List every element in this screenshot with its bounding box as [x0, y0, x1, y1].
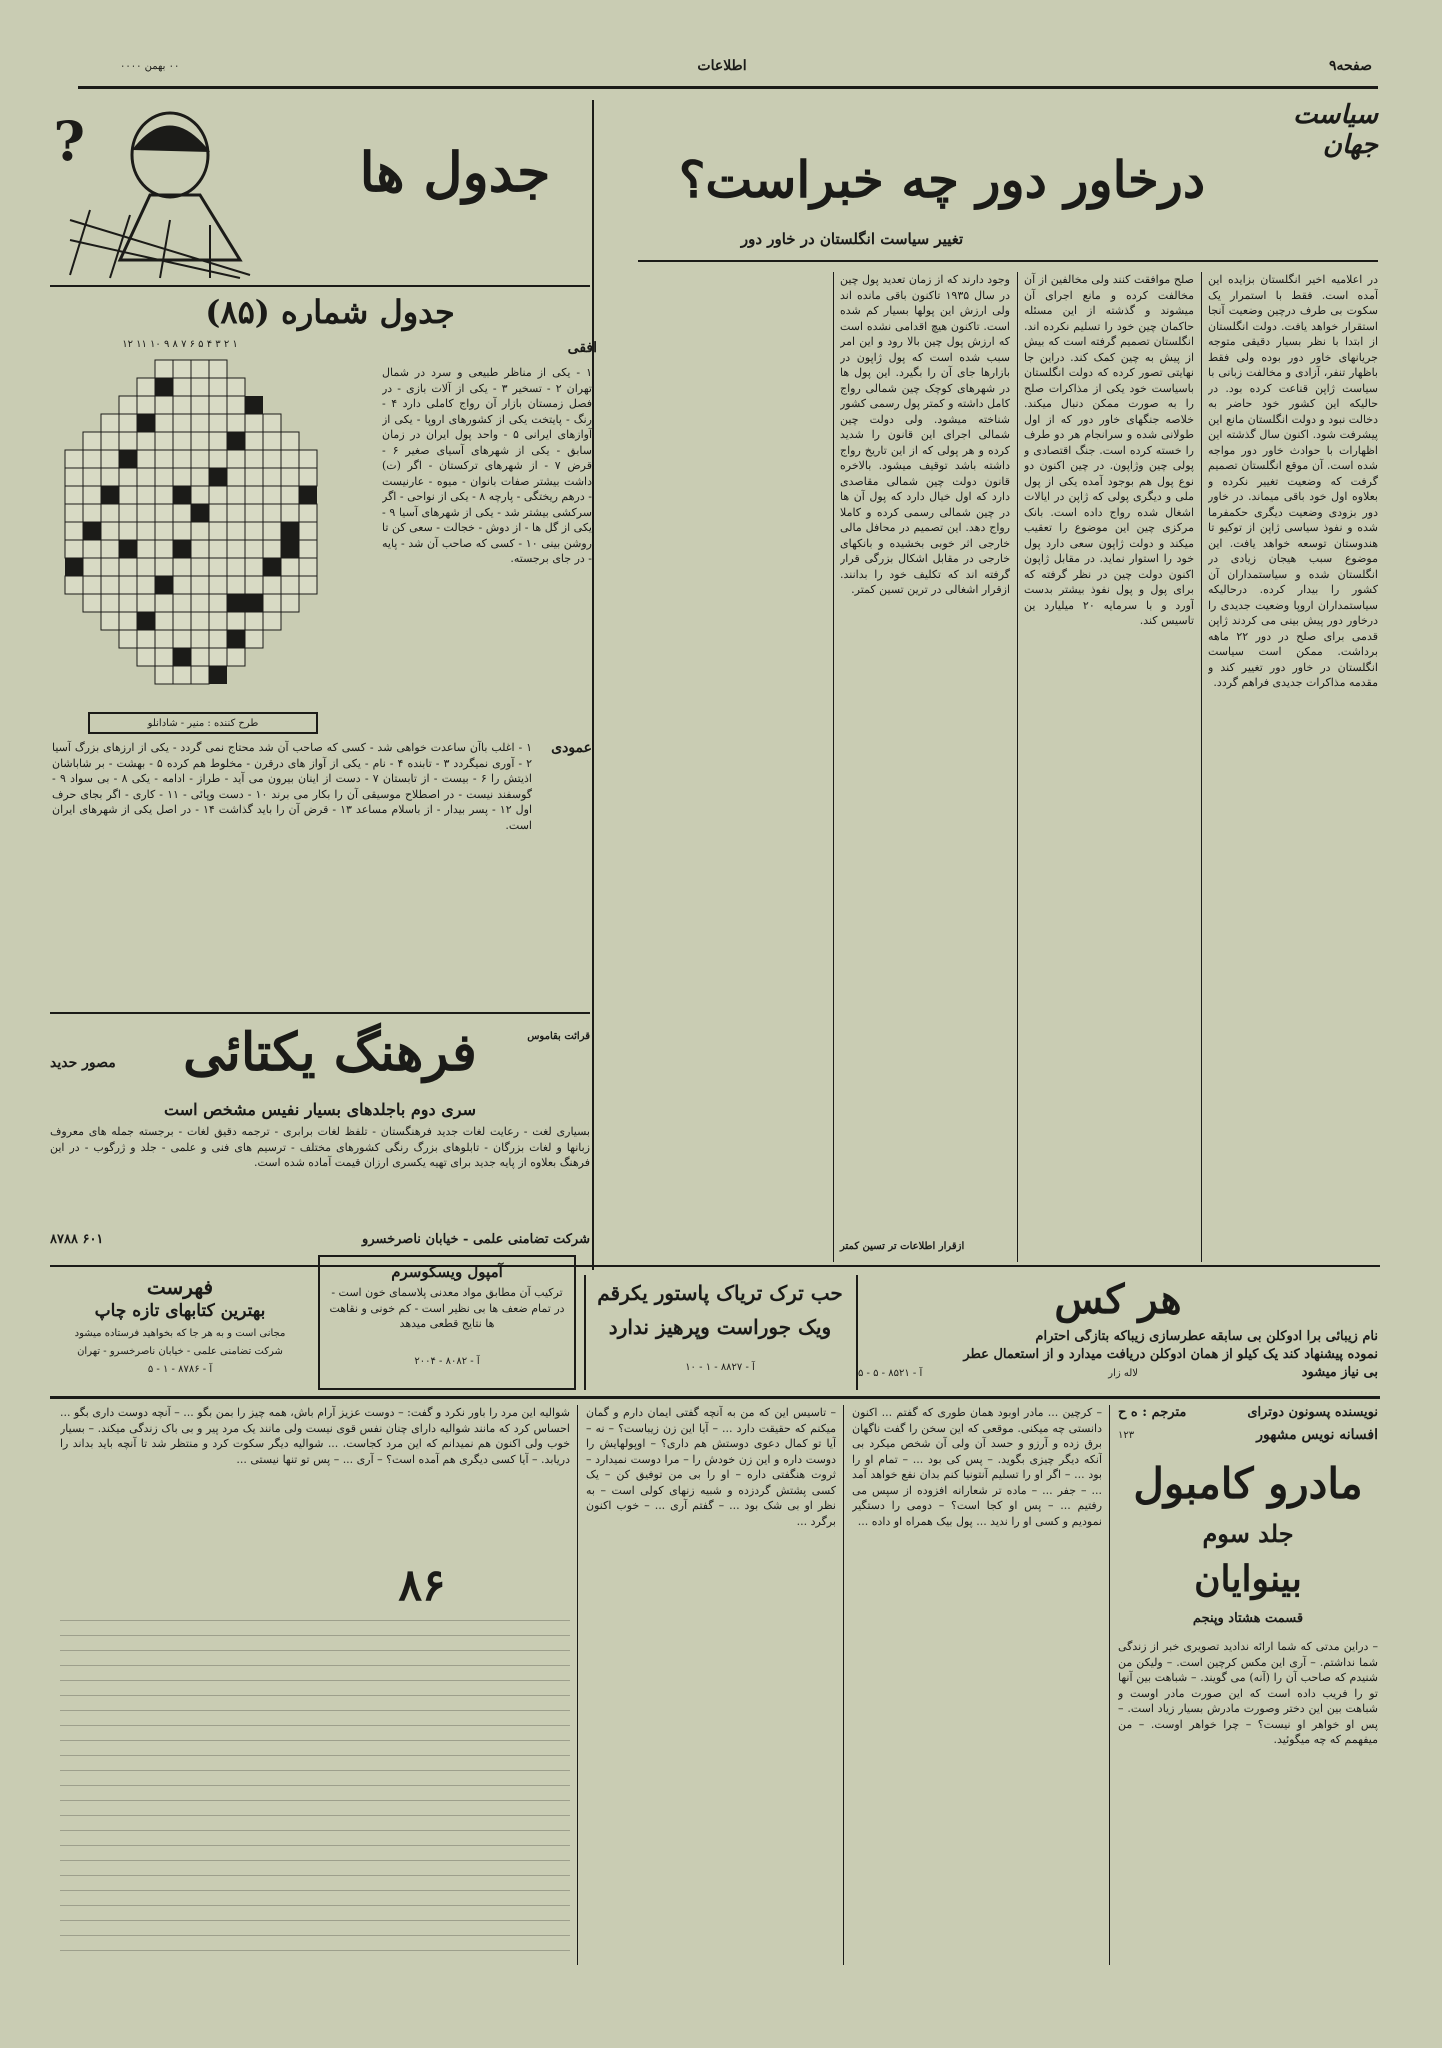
crossword-cell[interactable] — [263, 504, 281, 522]
crossword-rule — [50, 285, 590, 287]
serial-part: قسمت هشتاد وپنجم — [1192, 1611, 1304, 1626]
crossword-cell[interactable] — [101, 468, 119, 486]
crossword-cell[interactable] — [137, 576, 155, 594]
serial-column-4-top — [60, 1405, 570, 1555]
crossword-cell[interactable] — [191, 666, 209, 684]
crossword-cell[interactable] — [191, 396, 209, 414]
crossword-cell[interactable] — [227, 414, 245, 432]
serial-volume: جلد سوم — [1202, 1519, 1294, 1548]
pasteur-line2: ویک جوراست وپرهیز ندارد — [608, 1315, 832, 1339]
crossword-cell[interactable] — [281, 486, 299, 504]
serial-number: ۱۲۳ — [1118, 1430, 1135, 1441]
farhang-publisher: شرکت تضامنی علمی - خیابان ناصرخسرو — [362, 1232, 590, 1247]
crossword-cell[interactable] — [191, 648, 209, 666]
crossword-cell[interactable] — [299, 450, 317, 468]
crossword-cell[interactable] — [155, 468, 173, 486]
crossword-cell[interactable] — [119, 558, 137, 576]
crossword-cell[interactable] — [173, 630, 191, 648]
pasteur-code: آ - ۸۸۲۷ - ۱ - ۱۰ — [685, 1362, 755, 1373]
crossword-cell[interactable] — [191, 414, 209, 432]
crossword-block — [137, 612, 155, 630]
crossword-cell[interactable] — [137, 522, 155, 540]
crossword-block — [173, 648, 191, 666]
crossword-cell[interactable] — [281, 504, 299, 522]
serial-series: افسانه نویس مشهور — [1256, 1427, 1378, 1443]
crossword-cell[interactable] — [137, 504, 155, 522]
crossword-cell[interactable] — [245, 630, 263, 648]
crossword-cell[interactable] — [191, 612, 209, 630]
crossword-cell[interactable] — [191, 432, 209, 450]
crossword-number-title: جدول شماره (۸۵) — [205, 293, 455, 331]
crossword-cell[interactable] — [227, 612, 245, 630]
crossword-cell[interactable] — [191, 594, 209, 612]
crossword-cell[interactable] — [155, 594, 173, 612]
crossword-cell[interactable] — [227, 450, 245, 468]
crossword-cell[interactable] — [173, 666, 191, 684]
crossword-block — [83, 522, 101, 540]
crossword-cell[interactable] — [263, 450, 281, 468]
hercules-code: آ - ۸۵۲۱ - ۵ - ۵ — [858, 1368, 923, 1379]
column-divider — [1017, 272, 1018, 1262]
crossword-block — [281, 522, 299, 540]
column-divider — [833, 272, 834, 1262]
crossword-cell[interactable] — [281, 558, 299, 576]
crossword-cell[interactable] — [65, 504, 83, 522]
books-body: مجانی است و به هر جا که بخواهید فرستاده میشود — [74, 1328, 286, 1339]
crossword-cell[interactable] — [137, 594, 155, 612]
crossword-cell[interactable] — [227, 576, 245, 594]
farhang-title: فرهنگ یکتائی — [183, 1022, 477, 1083]
crossword-cell[interactable] — [137, 648, 155, 666]
crossword-cell[interactable] — [173, 360, 191, 378]
crossword-block — [137, 414, 155, 432]
crossword-bottom-rule — [50, 1012, 590, 1014]
farhang-ad[interactable] — [50, 1020, 590, 1260]
column-divider — [1201, 272, 1202, 1262]
serial-title: مادرو کامبول — [1133, 1459, 1363, 1508]
crossword-cell[interactable] — [173, 414, 191, 432]
farhang-phone: ۶۰۱ ۸۷۸۸ — [50, 1232, 104, 1247]
crossword-cell[interactable] — [209, 612, 227, 630]
crossword-cell[interactable] — [119, 522, 137, 540]
crossword-cell[interactable] — [137, 558, 155, 576]
crossword-cell[interactable] — [191, 468, 209, 486]
section-divider — [592, 100, 594, 1270]
crossword-cell[interactable] — [209, 504, 227, 522]
crossword-cell[interactable] — [263, 414, 281, 432]
crossword-block — [65, 558, 83, 576]
ampoule-body: ترکیب آن مطابق مواد معدنی پلاسمای خون است - در تمام ضعف ها بی نظیر است - کم خونی و نقاهت ها نتایج قطعی میدهد — [329, 1286, 565, 1330]
crossword-block — [227, 630, 245, 648]
crossword-cell[interactable] — [119, 432, 137, 450]
crossword-cell[interactable] — [227, 540, 245, 558]
crossword-cell[interactable] — [281, 450, 299, 468]
crossword-cell[interactable] — [137, 468, 155, 486]
crossword-cell[interactable] — [101, 540, 119, 558]
books-ad[interactable] — [50, 1275, 310, 1390]
crossword-cell[interactable] — [173, 594, 191, 612]
crossword-cell[interactable] — [245, 612, 263, 630]
crossword-banner — [50, 100, 590, 280]
crossword-block — [209, 666, 227, 684]
crossword-cell[interactable] — [83, 594, 101, 612]
crossword-cell[interactable] — [299, 468, 317, 486]
books-publisher: شرکت تضامنی علمی - خیابان ناصرخسرو - تهران — [77, 1346, 283, 1357]
crossword-cell[interactable] — [191, 540, 209, 558]
page-number: صفحه۹ — [1328, 58, 1372, 74]
column-divider — [577, 1405, 578, 1965]
crossword-cell[interactable] — [209, 558, 227, 576]
crossword-cell[interactable] — [137, 396, 155, 414]
crossword-cell[interactable] — [65, 468, 83, 486]
crossword-cell[interactable] — [191, 360, 209, 378]
crossword-cell[interactable] — [137, 486, 155, 504]
crossword-cell[interactable] — [263, 432, 281, 450]
ampoule-code: آ - ۸۰۸۲ - ۲۰۰۴ — [414, 1356, 480, 1367]
crossword-cell[interactable] — [173, 612, 191, 630]
crossword-cell[interactable] — [101, 594, 119, 612]
crossword-block — [191, 504, 209, 522]
crossword-cell[interactable] — [83, 486, 101, 504]
down-label: عمودی — [551, 740, 592, 756]
crossword-cell[interactable] — [227, 522, 245, 540]
crossword-cell[interactable] — [137, 432, 155, 450]
crossword-cell[interactable] — [119, 612, 137, 630]
serial-author: نویسنده پسونون دوترای — [1247, 1405, 1378, 1420]
crossword-cell[interactable] — [299, 576, 317, 594]
crossword-cell[interactable] — [119, 468, 137, 486]
crossword-cell[interactable] — [65, 486, 83, 504]
crossword-block — [263, 558, 281, 576]
crossword-cell[interactable] — [227, 396, 245, 414]
crossword-cell[interactable] — [227, 486, 245, 504]
crossword-cell[interactable] — [83, 540, 101, 558]
crossword-cell[interactable] — [209, 378, 227, 396]
crossword-cell[interactable] — [173, 468, 191, 486]
crossword-cell[interactable] — [155, 432, 173, 450]
crossword-designer: طرح کننده : منیر - شادانلو — [88, 712, 318, 734]
ad-divider — [584, 1275, 586, 1390]
politics-byline: ازقرار اطلاعات تر تسین کمتر — [840, 1241, 965, 1252]
ampoule-title: آمپول ویسکوسرم — [391, 1263, 503, 1281]
crossword-cell[interactable] — [263, 576, 281, 594]
pasteur-ad[interactable] — [590, 1275, 850, 1390]
crossword-cell[interactable] — [155, 504, 173, 522]
crossword-cell[interactable] — [191, 486, 209, 504]
politics-column-2: صلح موافقت کنند ولی مخالفین از آن مخالفت کرده و مانع اجرای آن میشوند و گذشته از این مسئله حاکمان چین خود را تسلیم نکرده اند. انگلستان تصمیم گرفته است که بیش از پیش به چین کمک کند. دراین جا نهایتی تصور کرده که دولت انگلستان باسیاست خود یکی از مذاکرات صلح را به صورت ممکن دنبال میکند. خلاصه جنگهای خاور دور که از اول طولانی شده و سرانجام هر دو طرف را خسته کرده است. جنگ اقتصادی و پولی چین وژاپون. در چین اکنون دو نوع پول هم بوجود آمده یکی از پول ملی و دیگری پولی که ژاپن در ایالات اشغال شده رواج داده است. بانک مرکزی چین این موضوع را تعقیب میکند و دولت ژاپون سعی دارد پول خود را استوار نماید. در مقابل ژاپون اکنون دولت چین در نظر گرفته که برای پول و پول نفوذ بیشتر بدست آورد و با سرمایه ۲۰ میلیارد ین تاسیس کند. — [1024, 273, 1194, 627]
crossword-cell[interactable] — [245, 522, 263, 540]
crossword-block — [281, 540, 299, 558]
politics-rule — [638, 260, 1378, 262]
crossword-cell[interactable] — [263, 594, 281, 612]
crossword-cell[interactable] — [83, 468, 101, 486]
politics-subhead: تغییر سیاست انگلستان در خاور دور — [740, 230, 964, 248]
crossword-cell[interactable] — [227, 468, 245, 486]
crossword-cell[interactable] — [173, 432, 191, 450]
crossword-block — [119, 540, 137, 558]
crossword-cell[interactable] — [209, 522, 227, 540]
crossword-cell[interactable] — [155, 396, 173, 414]
crossword-cell[interactable] — [173, 522, 191, 540]
crossword-cell[interactable] — [155, 360, 173, 378]
crossword-cell[interactable] — [263, 612, 281, 630]
crossword-block — [173, 540, 191, 558]
crossword-cell[interactable] — [209, 396, 227, 414]
crossword-cell[interactable] — [209, 450, 227, 468]
crossword-cell[interactable] — [209, 540, 227, 558]
crossword-cell[interactable] — [281, 432, 299, 450]
ampoule-ad[interactable] — [318, 1255, 576, 1390]
crossword-cell[interactable] — [299, 522, 317, 540]
crossword-cell[interactable] — [245, 558, 263, 576]
crossword-cell[interactable] — [173, 576, 191, 594]
crossword-cell[interactable] — [245, 486, 263, 504]
issue-date: ۰۰ بهمن ۰۰۰۰ — [120, 61, 180, 72]
crossword-cell[interactable] — [101, 576, 119, 594]
serial-column-2: – کرچین ... مادر اوبود همان طوری که گفتم ... اکنون دانستی چه میکنی. موقعی که این سخن را گفت ناگهان برق زده و آرزو و حسد آن ولی آن شخص میکرد بی آنکه دیگر چیزی بگوید. – پس کی بود ... – تمام او را بود ... – اگر او را تسلیم آنتونیا کنم بدان نفع خواهد آمد ... – جفر ... – ماده تر شعارانه افزوده از سپس می رفتیم ... – پس او کجا است؟ – دومی را دستگیر نمودیم و کسی او را ندید ... پول بیک همراه او داده ... — [852, 1406, 1102, 1528]
crossword-cell[interactable] — [119, 504, 137, 522]
crossword-cell[interactable] — [155, 666, 173, 684]
crossword-cell[interactable] — [299, 558, 317, 576]
crossword-cell[interactable] — [173, 378, 191, 396]
crossword-cell[interactable] — [119, 594, 137, 612]
crossword-cell[interactable] — [65, 522, 83, 540]
masthead-rule — [78, 86, 1378, 89]
serial-part-title: بینوایان — [1194, 1558, 1302, 1600]
crossword-cell[interactable] — [119, 576, 137, 594]
crossword-cell[interactable] — [101, 558, 119, 576]
serial-header — [1118, 1405, 1378, 1965]
puzzle-illustration-icon — [50, 100, 270, 280]
crossword-cell[interactable] — [101, 522, 119, 540]
crossword-cell[interactable] — [173, 396, 191, 414]
crossword-cell[interactable] — [245, 576, 263, 594]
crossword-cell[interactable] — [281, 576, 299, 594]
crossword-cell[interactable] — [191, 378, 209, 396]
hercules-line1: نام زیبائی برا ادوکلن بی سابقه عطرسازی زیباکه بتازگی احترام — [1035, 1329, 1378, 1344]
crossword-block — [119, 450, 137, 468]
crossword-cell[interactable] — [155, 648, 173, 666]
hercules-line2: نموده پیشنهاد کند یک کیلو از همان ادوکلن دریافت میدارد و از استعمال عطر — [963, 1347, 1378, 1362]
crossword-cell[interactable] — [83, 504, 101, 522]
hercules-title: هر کس — [1054, 1276, 1182, 1323]
crossword-cell[interactable] — [101, 450, 119, 468]
ads-bottom-rule — [50, 1396, 1380, 1399]
crossword-block — [173, 486, 191, 504]
crossword-cell[interactable] — [65, 540, 83, 558]
crossword-cell[interactable] — [209, 360, 227, 378]
books-subtitle: بهترین کتابهای تازه چاپ — [94, 1301, 266, 1321]
pasteur-line1: حب ترک تریاک پاستور یکرقم — [597, 1281, 843, 1305]
serial-translator: مترجم : ه ح — [1118, 1405, 1187, 1420]
crossword-cell[interactable] — [263, 522, 281, 540]
crossword-cell[interactable] — [83, 432, 101, 450]
crossword-cell[interactable] — [245, 468, 263, 486]
crossword-cell[interactable] — [191, 576, 209, 594]
serial-episode-number: ۸۶ — [398, 1560, 446, 1611]
crossword-block — [155, 378, 173, 396]
crossword-block — [227, 594, 245, 612]
crossword-cell[interactable] — [227, 378, 245, 396]
crossword-block — [245, 396, 263, 414]
hercules-brand: لاله زار — [1108, 1368, 1138, 1379]
crossword-cell[interactable] — [227, 504, 245, 522]
ad-divider — [856, 1275, 858, 1390]
crossword-grid[interactable] — [40, 340, 340, 720]
crossword-cell[interactable] — [245, 450, 263, 468]
crossword-cell[interactable] — [299, 504, 317, 522]
farhang-illustrated: مصور حدید — [50, 1055, 116, 1071]
crossword-cell[interactable] — [173, 504, 191, 522]
crossword-cell[interactable] — [209, 486, 227, 504]
hercules-line3: بی نیاز میشود — [1301, 1365, 1378, 1380]
politics-column-3: وجود دارند که از زمان تعدید پول چین در سال ۱۹۳۵ تاکنون باقی مانده اند ولی ارزش این پولها بسیار کم شده است. تاکنون هیچ اقدامی نشده است که ارزش پول چین بالا رود و این امر سبب شده است که پول ژاپون در بازارها جای آن را بگیرد. این پول ها در شهرهای کوچک چین شمالی رواج کامل داشته و کمتر پول رسمی کشور شناخته میشود. ولی دولت چین شمالی اجرای این قانون را شدید کرده و هر پولی که از این تاریخ رواج داشته باشد توقیف میشود. بالاخره قانون دولت چین شمالی مقاصدی دارد که اول خیال دارد که پول آن ها در چین شمالی رسمی کرده و کاملا رواج دهد. این تصمیم در محافل مالی خارجی اثر خوبی بخشیده و بانکهای خارجی در مقابل اشکال بزرگی قرار گرفته اند که تکلیف خود را بدانند. ازقرار اشغالی در ترین تسین کمتر. — [840, 273, 1010, 596]
crossword-block — [245, 594, 263, 612]
crossword-cell[interactable] — [209, 594, 227, 612]
crossword-cell[interactable] — [137, 378, 155, 396]
crossword-cell[interactable] — [191, 450, 209, 468]
crossword-cell[interactable] — [245, 432, 263, 450]
crossword-cell[interactable] — [281, 468, 299, 486]
crossword-cell[interactable] — [155, 540, 173, 558]
svg-text:?: ? — [53, 109, 85, 173]
crossword-cell[interactable] — [245, 540, 263, 558]
across-clues: ۱ - یکی از مناظر طبیعی و سرد در شمال تهران ۲ - تسخیر ۳ - یکی از آلات بازی - در فصل زمستان بازار آن رواج کاملی دارد ۴ - رنگ - پایتخت یکی از کشورهای اروپا - یکی از آوازهای ایرانی ۵ - واحد پول ایران در زمان سابق - یکی از شهرهای آسیای صغیر ۶ - قرض ۷ - از شهرهای ترکستان - اگر (ت) داشت بیشتر صفات بانوان - میوه - عارنیست - درهم ریختگی - پارچه ۸ - یکی از نواحی - اگر سرکشی بیشتر شد - یکی از شهرهای آسیا ۹ - یکی از گل ها - از دوش - خجالت - سعی کن تا روشن بینی ۱۰ - کسی که صاحب آن شد - پایه - در جای برجسته. — [382, 366, 592, 565]
section-title: سیاست جهان — [1293, 100, 1378, 160]
crossword-cell[interactable] — [155, 522, 173, 540]
crossword-cell[interactable] — [191, 522, 209, 540]
crossword-cell[interactable] — [191, 630, 209, 648]
crossword-cell[interactable] — [245, 504, 263, 522]
ads-top-rule — [50, 1265, 1380, 1267]
crossword-cell[interactable] — [155, 486, 173, 504]
crossword-cell[interactable] — [155, 558, 173, 576]
crossword-cell[interactable] — [263, 486, 281, 504]
crossword-top-numbers: ۱۲ ۱۱ ۱۰ ۹ ۸ ۷ ۶ ۵ ۴ ۳ ۲ ۱ — [122, 339, 238, 350]
crossword-cell[interactable] — [263, 540, 281, 558]
serial-column-4: شوالیه این مرد را باور نکرد و گفت: – دوست عزیز آرام باش، همه چیز را بمن بگو ... – آنچه دوست داری بگو ... احساس کرد که مانند شوالیه دارای چنان نفس قوی نیست ولی مانند یک مرد پیر و بی باک زندگی میکند. – بسیار خوب ولی اکنون هم نمیدانم که این مرد کجاست. ... شوالیه دیگر سکوت کرد و منتظر شد تا آنچه باید بداند را دریابد. – آیا کسی دیگری هم آمده است؟ – آری ... – پس تو تنها نیستی ... — [60, 1406, 570, 1466]
crossword-cell[interactable] — [209, 576, 227, 594]
crossword-cell[interactable] — [155, 414, 173, 432]
crossword-cell[interactable] — [209, 630, 227, 648]
politics-column-1: در اعلامیه اخیر انگلستان بزایده این آمده است. فقط با استمرار یک سکوت بی طرف درچین وضعیت آنجا استقرار خواهد یافت. دولت انگلستان از ابتدا با نظر بسیار دقیقی متوجه جریانهای خاور دور بوده ولی فقط باظهار تنفر، آزادی و مخالفت زبانی با سیاست ژاپن قناعت کرده بود. در حالیکه این کشور خود حاضر به دخالت نبود و دولت انگلستان مانع این پیشرفت شود. اکنون سال گذشته این اظهارات با حوادث خاور دور مواجه شده است. آن موقع انگلستان تصمیم گرفت که وضعیت تغییر نکرده و بعلاوه اول خود باقی میماند. در خاور دور بزودی وضعیت دیگری حکمفرما شده و نفوذ سیاسی ژاپن از توکیو تا هندوستان توسعه خواهد یافت. این موضوع سبب هیجان زیادی در انگلستان شده و سیاستمداران آن کشور را بیدار کرده. درحالیکه سیاستمداران اروپا وضعیت جدیدی را درخاور دور پیش بینی می کردند ژاپن قدمی برای صلح در دور ۲۲ ماهه برداشت. ممکن است سیاست انگلستان در خاور دور تغییر کند و مقدمه مذاکرات جدیدی فراهم گردد. — [1208, 273, 1378, 689]
books-title: فهرست — [146, 1275, 214, 1299]
crossword-block — [299, 486, 317, 504]
crossword-cell[interactable] — [173, 450, 191, 468]
crossword-block — [227, 432, 245, 450]
crossword-cell[interactable] — [119, 396, 137, 414]
column-divider — [843, 1405, 844, 1965]
column-divider — [1109, 1405, 1110, 1965]
crossword-cell[interactable] — [137, 540, 155, 558]
crossword-cell[interactable] — [227, 648, 245, 666]
crossword-cell[interactable] — [263, 468, 281, 486]
crossword-cell[interactable] — [101, 612, 119, 630]
crossword-cell[interactable] — [209, 414, 227, 432]
farhang-edition: قرائت بقاموس — [527, 1031, 590, 1042]
crossword-cell[interactable] — [65, 576, 83, 594]
crossword-cell[interactable] — [191, 558, 209, 576]
crossword-cell[interactable] — [209, 648, 227, 666]
paper-name: اطلاعات — [697, 58, 747, 74]
hercules-ad[interactable] — [858, 1275, 1378, 1390]
crossword-block — [155, 576, 173, 594]
crossword-cell[interactable] — [137, 450, 155, 468]
crossword-cell[interactable] — [209, 432, 227, 450]
serial-column-4-continuation — [60, 1620, 570, 1965]
crossword-cell[interactable] — [83, 576, 101, 594]
crossword-cell[interactable] — [101, 504, 119, 522]
crossword-cell[interactable] — [101, 432, 119, 450]
crossword-cell[interactable] — [83, 558, 101, 576]
crossword-cell[interactable] — [245, 414, 263, 432]
crossword-cell[interactable] — [155, 450, 173, 468]
crossword-cell[interactable] — [65, 450, 83, 468]
crossword-cell[interactable] — [119, 486, 137, 504]
crossword-block — [101, 486, 119, 504]
books-phone: آ - ۸۷۸۶ - ۱ - ۵ — [147, 1364, 213, 1375]
politics-headline: درخاور دور چه خبراست؟ — [678, 150, 1206, 209]
serial-column-3: – تاسیس این که من به آنچه گفتی ایمان دارم و گمان میکنم که حقیقت دارد ... – آیا این زن زیباست؟ – نه – آیا تو کمال دعوی دوستش هم داری؟ – اوپولهایش را دوست داره و این زن خودش را – مرا دوست نمیدارد – ثروت هنگفتی داره – او را بی من توفیق کن – یک کسی پشتش گردزده و شبیه زنهای کولی است – به نظر او بی شک بود ... – گفتم آری ... – خوب اکنون برگرد ... — [586, 1406, 836, 1528]
crossword-title: جدول ها — [359, 140, 551, 204]
across-label: افقی — [567, 340, 597, 356]
crossword-cell[interactable] — [227, 558, 245, 576]
crossword-cell[interactable] — [101, 414, 119, 432]
crossword-block — [209, 468, 227, 486]
crossword-cell[interactable] — [137, 630, 155, 648]
crossword-cell[interactable] — [299, 540, 317, 558]
crossword-cell[interactable] — [83, 450, 101, 468]
serial-column-1: – دراین مدتی که شما ارائه ندادید تصویری خبر از زندگی شما نداشتم. – آری این مکس کرچین است. – ولیکن من شنیدم که صاحب آن را (آنه) می گویند. – شباهت بین آنها تو را فریب داده است که این صورت مادر اوست و شباهت بین این دختر وصورت مادرش بسیار زیاد است. – پس او خواهر او نیست؟ – چرا خواهر اوست. – من میفهمم که چه میگوئید. — [1118, 1640, 1378, 1746]
crossword-cell[interactable] — [155, 630, 173, 648]
crossword-cell[interactable] — [119, 630, 137, 648]
farhang-subtitle: سری دوم باجلدهای بسیار نفیس مشخص است — [164, 1100, 476, 1119]
crossword-cell[interactable] — [155, 612, 173, 630]
crossword-cell[interactable] — [173, 558, 191, 576]
crossword-cell[interactable] — [281, 594, 299, 612]
crossword-cell[interactable] — [119, 414, 137, 432]
farhang-body: بسیاری لغت - رعایت لغات جدید فرهنگستان - تلفظ لغات برابری - ترجمه دقیق لغات - برجسته جمله های معروف زبانها و لغات بزرگان - تابلوهای بزرگ رنگی کشورهای مختلف - ترسیم های فنی و علمی - جلد و ژرگوب - در این فرهنگ بعلاوه از پایه جدید برای تهیه یکسری ارزان قیمت آماده شده است. — [50, 1125, 590, 1169]
down-clues: ۱ - اغلب باآن ساعدت خواهی شد - کسی که صاحب آن شد محتاج نمی گردد - یکی از ارزهای بزرگ آسیا ۲ - آوری نمیگردد ۳ - تابنده ۴ - نام - یکی از آواز های درقرن - مخلوط هم کرده ۵ - بهشت - بر شاباشان اذیتش را ۶ - بیست - از تابستان ۷ - دست از اینان بیرون می آید - طراز - ادامه - یکی ۸ - بی سواد ۹ - گوسفند نیست - در اصطلاح موسیقی آن را بکار می برند ۱۰ - دست وپائی - ۱۱ - کاری - اگر بجای حرف اول ۱۲ - پسر بیدار - از باسلام مساعد ۱۳ - قرض آن را باید گذاشت ۱۴ - در اصل یکی از شهرهای ایران است. — [52, 741, 532, 832]
